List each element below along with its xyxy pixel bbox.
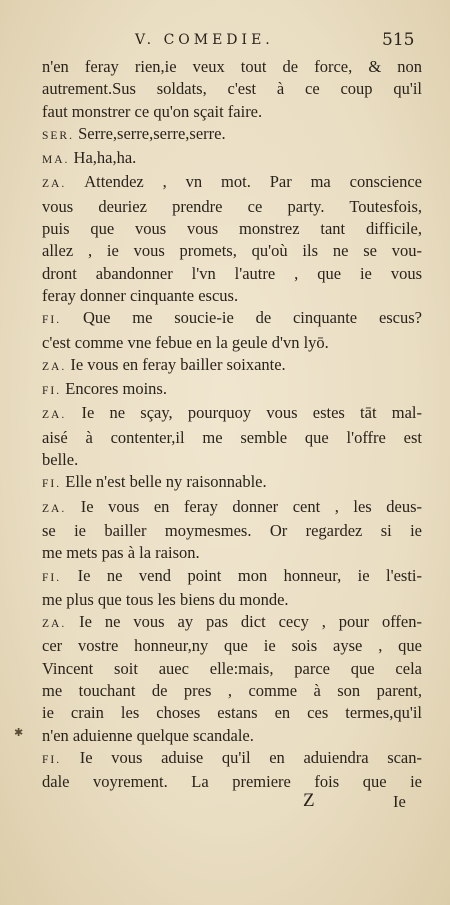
text-line: [42, 565, 422, 589]
line-text: n'en feray rien,ie veux tout de force, & non: [42, 57, 422, 76]
text-line: [42, 240, 422, 262]
line-text: faut monstrer ce qu'on sçait faire.: [42, 101, 263, 121]
signature-mark: Z: [303, 790, 315, 811]
text-line: [42, 147, 422, 171]
line-text: dale voyrement. La premiere fois que ie: [42, 772, 422, 792]
line-text: Ie ne vend point mon honneur, ie l'esti-: [77, 565, 423, 585]
speaker-label: ZA.: [42, 618, 67, 631]
text-line: [42, 520, 422, 542]
speaker-label: MA.: [42, 154, 70, 167]
line-text: me mets pas à la raison.: [42, 543, 200, 563]
line-text: Ie vous en feray donner cent , les deus-: [80, 496, 422, 516]
text-line: [42, 658, 422, 680]
line-text: aisé à contenter,il me semble que l'offre est: [42, 427, 422, 447]
text-line: [42, 427, 422, 449]
line-text: Que me soucie-ie de cinquante escus?: [82, 308, 423, 328]
text-line: [42, 56, 422, 78]
text-line: [42, 332, 422, 354]
text-line: [42, 171, 422, 195]
text-line: [42, 218, 422, 240]
catchword: Ie: [393, 792, 406, 811]
text-line: [42, 635, 422, 657]
text-line: [42, 196, 422, 218]
speaker-label: SER.: [42, 129, 74, 142]
text-line: [42, 354, 422, 378]
text-line: [42, 680, 422, 702]
text-line: [42, 611, 422, 635]
text-line: [42, 542, 422, 564]
text-line: [42, 285, 422, 307]
line-text: Ie vous aduise qu'il en aduiendra scan-: [79, 747, 423, 767]
speaker-label: FI.: [42, 753, 62, 766]
text-line: [42, 589, 422, 611]
text-line: [42, 378, 422, 402]
line-text: Ie vous en feray bailler soixante.: [70, 354, 286, 374]
line-text: vous deuriez prendre ce party. Toutesfois,: [42, 196, 422, 216]
page-number: 515: [382, 30, 415, 50]
line-text: puis que vous vous monstrez tant difficile,: [42, 219, 422, 239]
speaker-label: ZA.: [42, 409, 67, 422]
text-line: [42, 747, 422, 771]
text-line: [42, 307, 422, 331]
running-head: V. COMEDIE.: [135, 32, 274, 48]
speaker-label: ZA.: [42, 502, 67, 515]
page-footer: [0, 790, 450, 816]
speaker-label: FI.: [42, 571, 62, 584]
line-text: belle.: [42, 450, 79, 470]
speaker-label: FI.: [42, 385, 62, 398]
speaker-label: FI.: [42, 478, 62, 491]
text-line: [42, 496, 422, 520]
line-text: dront abandonner l'vn l'autre , que ie vous: [42, 263, 422, 283]
line-text: me touchant de pres , comme à son parent,: [42, 681, 422, 701]
text-line: [42, 471, 422, 495]
text-line: [42, 263, 422, 285]
line-text: Encores moins.: [65, 379, 167, 399]
line-text: se ie bailler moymesmes. Or regardez si ie: [42, 520, 422, 540]
line-text: cer vostre honneur,ny que ie sois ayse , que: [42, 636, 422, 656]
text-line: [42, 123, 422, 147]
line-text: Ie ne vous ay pas dict cecy , pour offen-: [79, 612, 422, 632]
dialogue-text: [42, 56, 422, 794]
line-text: ie crain les choses estans en ces termes,qu'il: [42, 703, 422, 723]
text-line: [42, 101, 422, 123]
line-text: feray donner cinquante escus.: [42, 285, 239, 305]
speaker-label: FI.: [42, 314, 62, 327]
line-text: c'est comme vne febue en la geule d'vn lyō.: [42, 332, 329, 352]
line-text: Attendez , vn mot. Par ma conscience: [84, 172, 423, 192]
line-text: Elle n'est belle ny raisonnable.: [65, 472, 267, 492]
speaker-label: ZA.: [42, 360, 67, 373]
text-line: [42, 78, 422, 100]
margin-mark: ✱: [14, 726, 24, 739]
line-text: n'en aduienne quelque scandale.: [42, 725, 254, 745]
text-line: [42, 402, 422, 426]
text-line: [42, 702, 422, 724]
line-text: Ha,ha,ha.: [73, 148, 137, 168]
page-header: [0, 32, 450, 54]
line-text: Serre,serre,serre,serre.: [78, 123, 226, 143]
line-text: Ie ne sçay, pourquoy vous estes tāt mal-: [81, 403, 423, 423]
text-line: [42, 725, 422, 747]
line-text: allez , ie vous promets, qu'où ils ne se vou-: [42, 241, 422, 261]
text-line: [42, 449, 422, 471]
speaker-label: ZA.: [42, 178, 67, 191]
line-text: Vincent soit auec elle:mais, parce que cela: [42, 658, 422, 678]
line-text: autrement.Sus soldats, c'est à ce coup qu'il: [42, 79, 422, 99]
line-text: me plus que tous les biens du monde.: [42, 589, 289, 609]
